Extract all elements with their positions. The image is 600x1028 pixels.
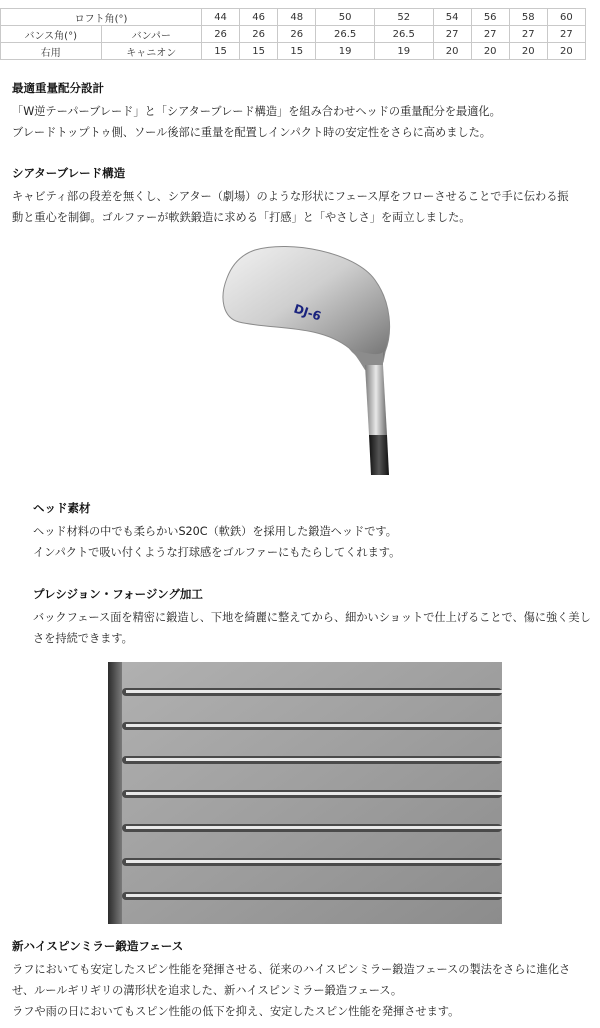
section-title: 最適重量配分設計 bbox=[12, 81, 104, 95]
face-groove-highlight bbox=[126, 724, 502, 727]
canyon-cell: 20 bbox=[433, 43, 471, 60]
canyon-cell: 19 bbox=[316, 43, 375, 60]
loft-cell: 60 bbox=[547, 9, 585, 26]
spec-row-bounce bbox=[1, 26, 586, 43]
bounce-cell: 27 bbox=[547, 26, 585, 43]
loft-label: ロフト角(°) bbox=[1, 9, 202, 26]
section-title: シアターブレード構造 bbox=[12, 166, 126, 180]
section-text: せ、ルールギリギリの溝形状を追求した、新ハイスピンミラー鍛造フェース。 bbox=[12, 984, 403, 997]
canyon-cell: 19 bbox=[374, 43, 433, 60]
bounce-label: バンス角(°) bbox=[1, 26, 102, 43]
section-precision bbox=[33, 586, 600, 649]
bounce-cell: 27 bbox=[433, 26, 471, 43]
section-title: ヘッド素材 bbox=[33, 501, 91, 515]
section-text: バックフェース面を精密に鍛造し、下地を綺麗に整えてから、細かいショットで仕上げることで、傷に強く美し bbox=[33, 611, 591, 624]
loft-cell: 44 bbox=[202, 9, 240, 26]
section-text: 「W逆テーパーブレード」と「シアターブレード構造」を組み合わせヘッドの重量配分を最適化。 bbox=[12, 105, 501, 118]
loft-cell: 52 bbox=[374, 9, 433, 26]
canyon-cell: 20 bbox=[509, 43, 547, 60]
bounce-cell: 27 bbox=[471, 26, 509, 43]
section-text: ラフや雨の日においてもスピン性能の低下を抑え、安定したスピン性能を発揮させます。 bbox=[12, 1005, 460, 1018]
section-text: さを持続できます。 bbox=[33, 632, 133, 645]
spec-row-loft bbox=[1, 9, 586, 26]
loft-cell: 56 bbox=[471, 9, 509, 26]
section-text: ラフにおいても安定したスピン性能を発揮させる、従来のハイスピンミラー鍛造フェースの製法をさらに進化さ bbox=[12, 963, 571, 976]
face-groove-highlight bbox=[126, 826, 502, 829]
canyon-cell: 20 bbox=[471, 43, 509, 60]
bounce-sub: バンパー bbox=[101, 26, 202, 43]
canyon-cell: 15 bbox=[202, 43, 240, 60]
section-text: インパクトで吸い付くような打球感をゴルファーにもたらしてくれます。 bbox=[33, 546, 401, 559]
face-groove-highlight bbox=[126, 894, 502, 897]
section-text: ヘッド材料の中でも柔らかいS20C（軟鉄）を採用した鍛造ヘッドです。 bbox=[33, 525, 397, 538]
section-title: プレシジョン・フォージング加工 bbox=[33, 587, 203, 601]
section-text: キャビティ部の段差を無くし、シアター（劇場）のような形状にフェース厚をフローさせることで手に伝わる振 bbox=[12, 190, 569, 203]
loft-cell: 54 bbox=[433, 9, 471, 26]
section-theater bbox=[12, 165, 592, 228]
loft-cell: 48 bbox=[278, 9, 316, 26]
spec-table bbox=[0, 8, 586, 60]
section-face bbox=[12, 938, 592, 1022]
bounce-cell: 26 bbox=[240, 26, 278, 43]
hand-sub: キャニオン bbox=[101, 43, 202, 60]
loft-cell: 46 bbox=[240, 9, 278, 26]
hand-label: 右用 bbox=[1, 43, 102, 60]
face-groove-highlight bbox=[126, 690, 502, 693]
canyon-cell: 15 bbox=[240, 43, 278, 60]
loft-cell: 58 bbox=[509, 9, 547, 26]
wedge-club-image bbox=[215, 240, 405, 480]
canyon-cell: 20 bbox=[547, 43, 585, 60]
face-groove-highlight bbox=[126, 792, 502, 795]
face-groove-highlight bbox=[126, 758, 502, 761]
bounce-cell: 26.5 bbox=[374, 26, 433, 43]
bounce-cell: 26 bbox=[278, 26, 316, 43]
bounce-cell: 26.5 bbox=[316, 26, 375, 43]
spec-row-canyon bbox=[1, 43, 586, 60]
section-title: 新ハイスピンミラー鍛造フェース bbox=[12, 939, 184, 953]
section-weight bbox=[12, 80, 592, 143]
section-head-material bbox=[33, 500, 600, 563]
loft-cell: 50 bbox=[316, 9, 375, 26]
bounce-cell: 26 bbox=[202, 26, 240, 43]
wedge-marking: DJ-6 bbox=[292, 301, 323, 324]
face-grooves-image bbox=[108, 662, 502, 924]
face-groove-highlight bbox=[126, 860, 502, 863]
section-text: ブレードトップトゥ側、ソール後部に重量を配置しインパクト時の安定性をさらに高めました。 bbox=[12, 126, 491, 139]
bounce-cell: 27 bbox=[509, 26, 547, 43]
section-text: 動と重心を制御。ゴルファーが軟鉄鍛造に求める「打感」と「やさしさ」を両立しました。 bbox=[12, 211, 471, 224]
canyon-cell: 15 bbox=[278, 43, 316, 60]
